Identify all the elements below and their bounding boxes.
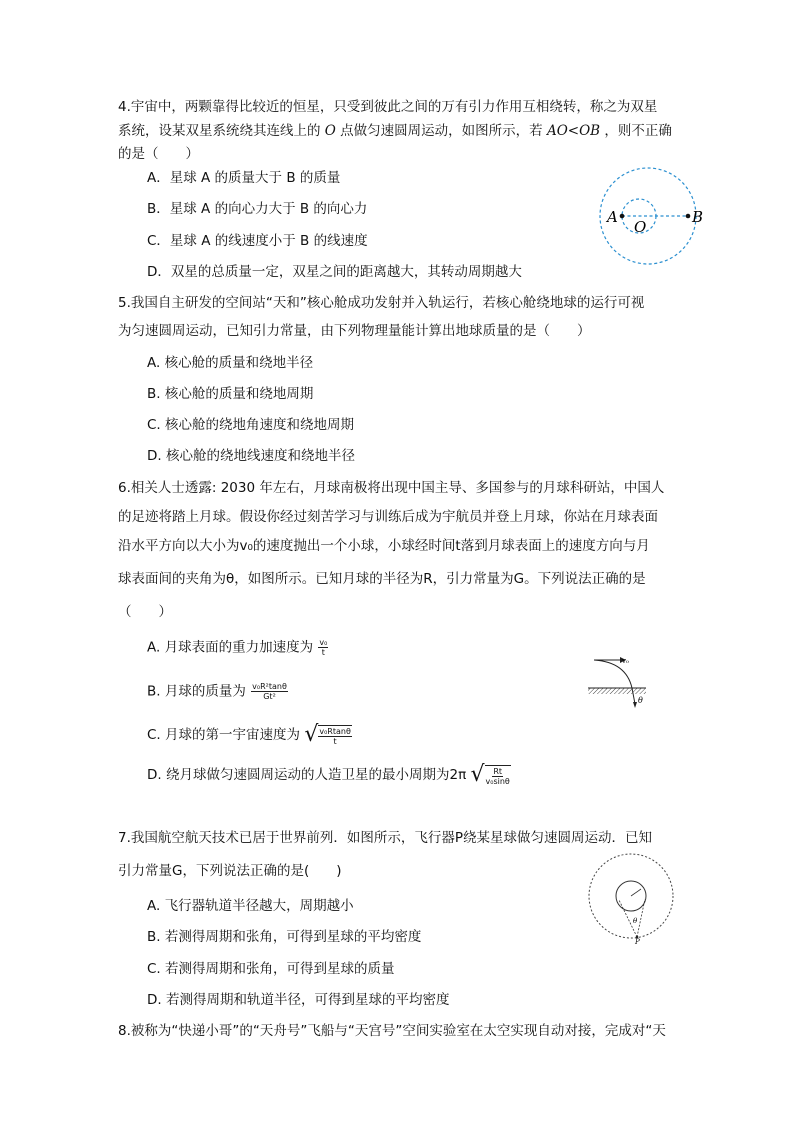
q6-stem-line-4: 球表面间的夹角为θ，如图所示。已知月球的半径为R，引力常量为G。下列说法正确的是 <box>118 571 646 587</box>
q6-stem-line-2: 的足迹将踏上月球。假设你经过刻苦学习与训练后成为宇航员并登上月球，你站在月球表面 <box>118 509 658 525</box>
q5-option-b[interactable]: B. 核心舱的质量和绕地周期 <box>147 386 314 402</box>
q4-point-O: O <box>324 123 336 139</box>
q6-option-d[interactable] <box>147 764 511 786</box>
ground-surface <box>588 688 646 694</box>
q4-option-d[interactable]: D．双星的总质量一定，双星之间的距离越大，其转动周期越大 <box>147 264 522 280</box>
q4-binary-star-diagram <box>598 160 714 272</box>
fraction-denominator: t <box>333 736 337 746</box>
q5-stem-line-2: 为匀速圆周运动，已知引力常量，由下列物理量能计算出地球质量的是（ ） <box>118 323 591 339</box>
q6-option-b-fraction <box>251 682 288 701</box>
q4-option-a[interactable]: A．星球 A 的质量大于 B 的质量 <box>147 170 341 186</box>
fraction-numerator: v₀Rtanθ <box>319 726 351 736</box>
q6-option-d-sqrt <box>471 764 511 786</box>
q4-stem-text: ，则不正确 <box>604 123 672 139</box>
q5-option-d[interactable]: D. 核心舱的绕地线速度和绕地半径 <box>147 448 355 464</box>
label-theta: θ <box>633 917 638 925</box>
fraction-numerator: v₀R²tanθ <box>252 682 287 691</box>
label-a: A <box>607 208 618 226</box>
q6-option-c-text: C. 月球的第一宇宙速度为 <box>147 727 301 743</box>
q6-stem-line-3: 沿水平方向以大小为v₀的速度抛出一个小球，小球经时间t落到月球表面上的速度方向与月 <box>118 538 650 554</box>
q7-stem-line-2: 引力常量G，下列说法正确的是( ) <box>118 863 342 879</box>
q5-stem-line-1: 5.我国自主研发的空间站“天和”核心舱成功发射并入轨运行，若核心舱绕地球的运行可视 <box>118 295 645 311</box>
q5-option-a[interactable]: A. 核心舱的质量和绕地半径 <box>147 355 314 371</box>
label-v0: v₀ <box>622 657 629 665</box>
q4-option-b[interactable]: B．星球 A 的向心力大于 B 的向心力 <box>147 201 368 217</box>
q6-option-b[interactable] <box>147 682 288 701</box>
star-a-dot <box>620 214 625 219</box>
q7-option-c[interactable]: C. 若测得周期和张角，可得到星球的质量 <box>147 961 395 977</box>
q6-stem-line-1: 6.相关人士透露: 2030 年左右，月球南极将出现中国主导、多国参与的月球科研站，中国人 <box>118 480 665 496</box>
label-p: P <box>635 938 640 944</box>
q5-option-c[interactable]: C. 核心舱的绕地角速度和绕地周期 <box>147 417 355 433</box>
tangent-line-right <box>637 899 645 937</box>
q6-option-c-sqrt <box>304 724 352 746</box>
fraction-numerator: v₀ <box>319 638 328 647</box>
q4-condition: AO<OB <box>546 123 601 139</box>
star-b-dot <box>686 214 691 219</box>
fraction-denominator: Gt² <box>263 692 276 701</box>
radical-sign: √ <box>304 722 319 747</box>
q4-stem-text: 系统，设某双星系统绕其连线上的 <box>118 123 321 139</box>
fraction-denominator: v₀sinθ <box>485 776 510 786</box>
q7-option-b[interactable]: B. 若测得周期和张角，可得到星球的平均密度 <box>147 929 422 945</box>
q6-option-a-fraction <box>318 638 328 657</box>
q6-option-d-text: D. 绕月球做匀速圆周运动的人造卫星的最小周期为2π <box>147 767 467 783</box>
q7-stem-line-1: 7.我国航空航天技术已居于世界前列．如图所示，飞行器P绕某星球做匀速圆周运动．已知 <box>118 830 653 846</box>
q4-stem-line-2 <box>118 122 672 140</box>
label-theta: θ <box>638 696 643 705</box>
q6-option-d-fraction <box>485 765 511 786</box>
label-b: B <box>692 208 704 226</box>
q6-option-c[interactable] <box>147 724 352 746</box>
q7-option-a[interactable]: A. 飞行器轨道半径越大，周期越小 <box>147 898 354 914</box>
q4-stem-line-3: 的是（ ） <box>118 146 199 162</box>
q7-option-d[interactable]: D. 若测得周期和轨道半径，可得到星球的平均密度 <box>147 992 450 1008</box>
q4-stem-text: 点做匀速圆周运动，如图所示，若 <box>340 123 543 139</box>
q6-option-c-fraction <box>318 725 352 746</box>
q4-stem-line-1: 4.宇宙中，两颗靠得比较近的恒星，只受到彼此之间的万有引力作用互相绕转，称之为双星 <box>118 99 658 115</box>
q8-stem-line-1: 8.被称为“快递小哥”的“天舟号”飞船与“天宫号”空间实验室在太空实现自动对接，完成对“天 <box>118 1023 666 1039</box>
fraction-denominator: t <box>321 648 325 657</box>
q7-orbit-diagram <box>585 852 677 944</box>
fraction-numerator: Rt <box>493 766 503 776</box>
q6-projectile-diagram <box>588 652 652 710</box>
radius-line <box>631 889 641 896</box>
q6-stem-line-5: （ ） <box>118 604 172 620</box>
radical-sign: √ <box>470 762 485 787</box>
arrow-head <box>633 702 637 708</box>
label-o: O <box>634 218 647 236</box>
q6-option-a-text: A. 月球表面的重力加速度为 <box>147 639 314 656</box>
q6-option-a[interactable] <box>147 638 328 657</box>
q4-option-c[interactable]: C．星球 A 的线速度小于 B 的线速度 <box>147 233 368 249</box>
q6-option-b-text: B. 月球的质量为 <box>147 683 246 700</box>
